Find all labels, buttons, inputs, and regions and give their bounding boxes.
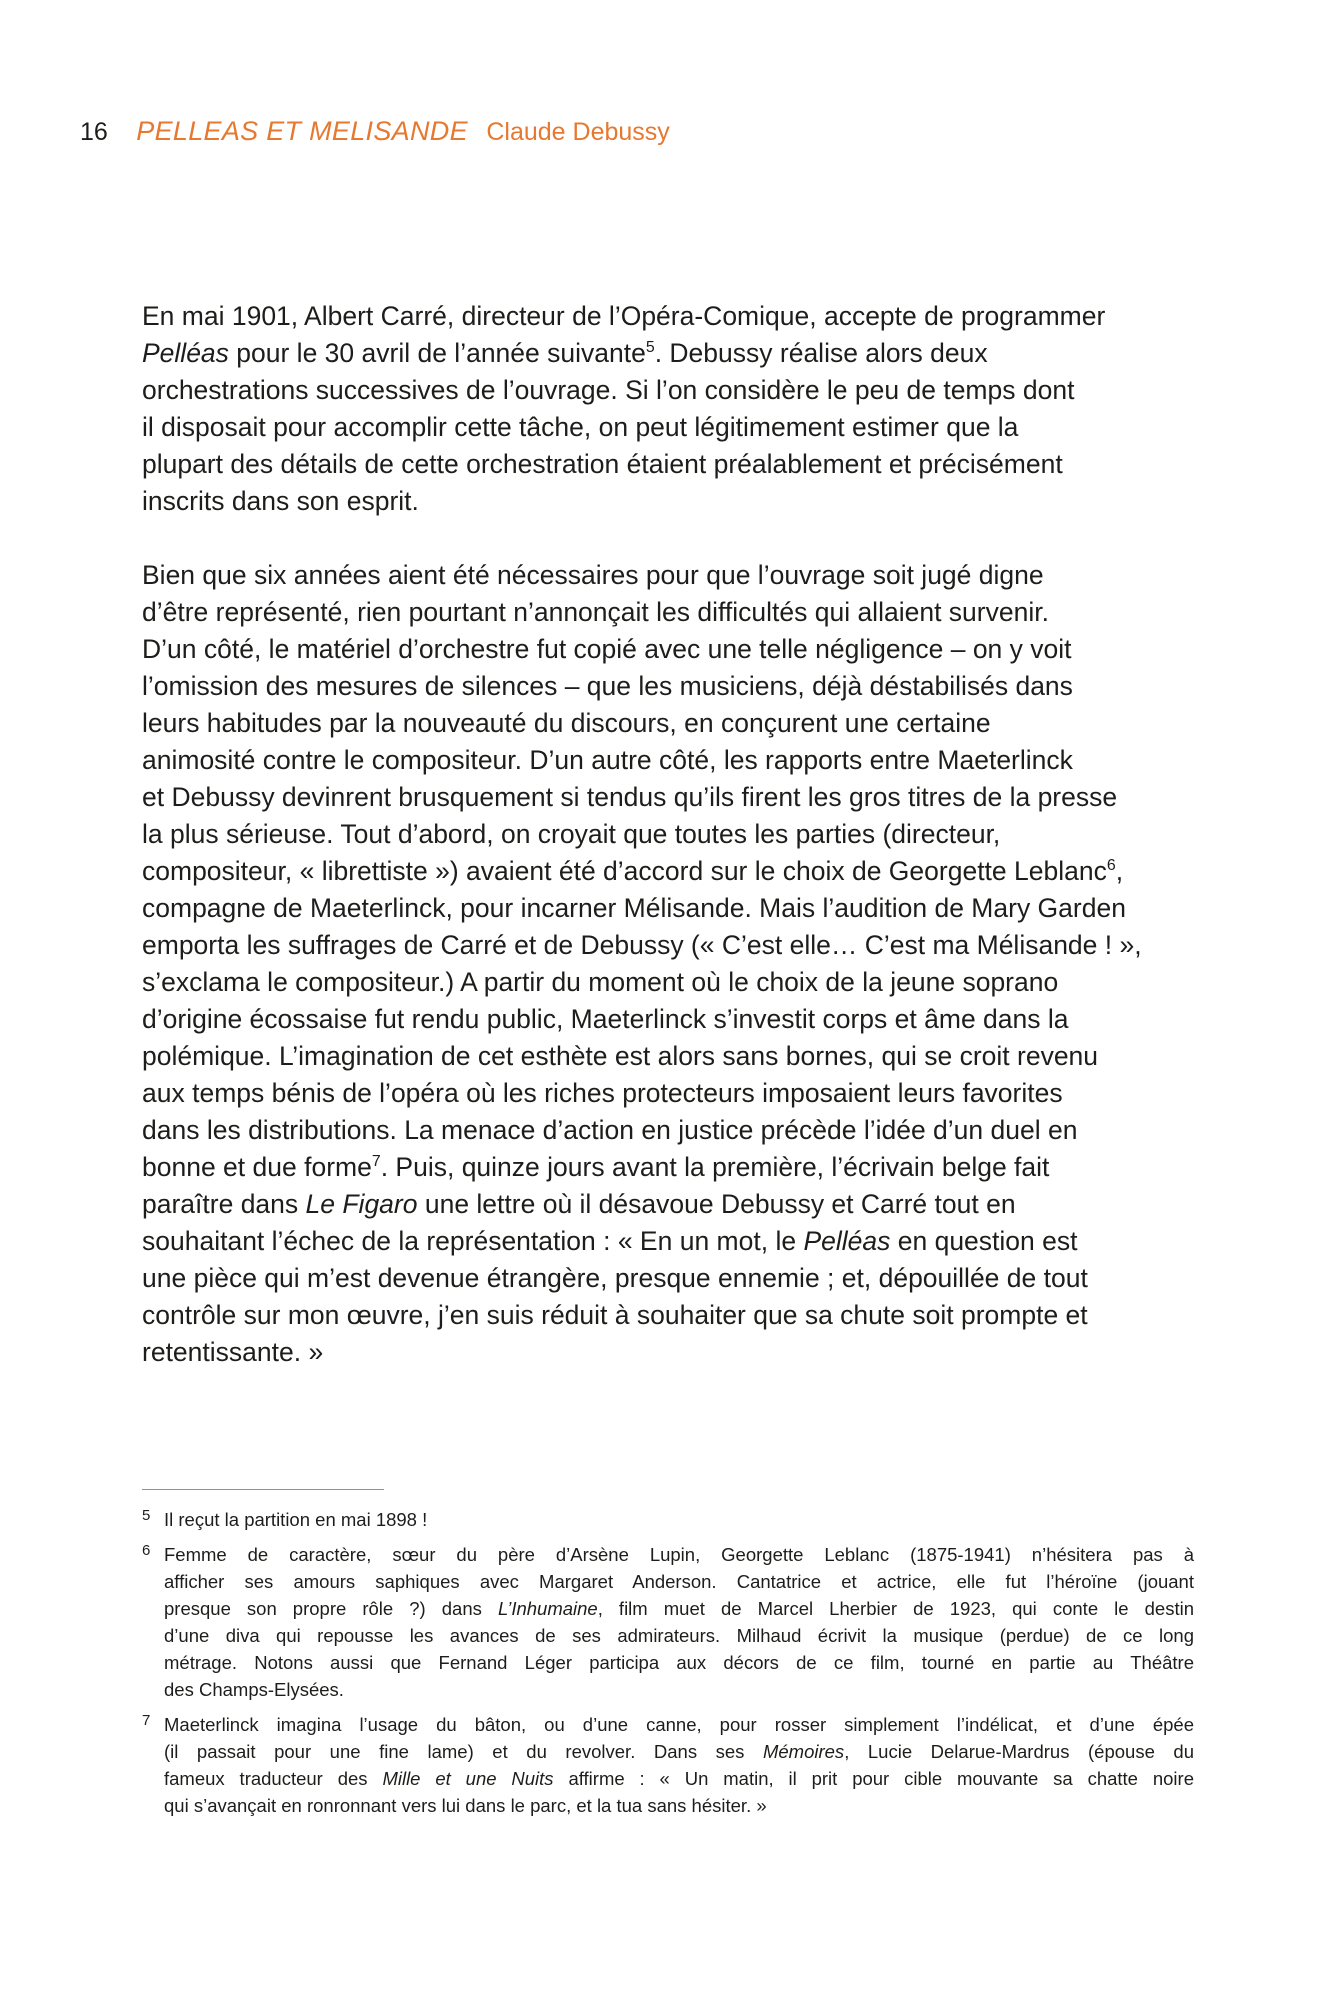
footnote-number: 7 xyxy=(142,1712,151,1729)
text-span: affirme : « Un matin, il prit pour cible mouvante sa chatte noire xyxy=(553,1768,1194,1789)
italic-title: Mille et une Nuits xyxy=(382,1768,554,1789)
footnote-ref-7[interactable]: 7 xyxy=(371,1153,381,1171)
footnote-ref-5[interactable]: 5 xyxy=(645,339,655,357)
footnote-text xyxy=(164,1711,1194,1819)
text-line: la plus sérieuse. Tout d’abord, on croyait que toutes les parties (directeur, xyxy=(142,819,1001,849)
text-span: bonne et due forme xyxy=(142,1152,372,1182)
text-line: leurs habitudes par la nouveauté du discours, en conçurent une certaine xyxy=(142,708,991,738)
page-number: 16 xyxy=(80,118,108,146)
text-span: en question est xyxy=(890,1226,1078,1256)
book-title: PELLEAS ET MELISANDE xyxy=(136,116,468,146)
text-line xyxy=(142,853,1192,890)
book-author: Claude Debussy xyxy=(486,118,670,146)
footnote-6 xyxy=(142,1541,1194,1703)
text-line: d’être représenté, rien pourtant n’annonçait les difficultés qui allaient survenir. xyxy=(142,597,1049,627)
text-line: compagne de Maeterlinck, pour incarner Mélisande. Mais l’audition de Mary Garden xyxy=(142,893,1126,923)
footnotes xyxy=(142,1506,1194,1827)
footnote-line xyxy=(164,1738,1194,1765)
footnote-line: d’une diva qui repousse les avances de ses admirateurs. Milhaud écrivit la musique (perdue) de ce long xyxy=(164,1625,1194,1646)
text-span: fameux traducteur des xyxy=(164,1768,383,1789)
text-span: , xyxy=(1115,856,1124,886)
text-line xyxy=(142,1186,1192,1223)
text-span: . Debussy réalise alors deux xyxy=(654,338,988,368)
text-line: aux temps bénis de l’opéra où les riches protecteurs imposaient leurs favorites xyxy=(142,1078,1063,1108)
text-line: contrôle sur mon œuvre, j’en suis réduit à souhaiter que sa chute soit prompte et xyxy=(142,1300,1088,1330)
text-span: compositeur, « librettiste ») avaient été d’accord sur le choix de Georgette Leblanc xyxy=(142,856,1107,886)
italic-title: Pelléas xyxy=(142,338,229,368)
footnote-line xyxy=(164,1765,1194,1792)
footnote-line: Femme de caractère, sœur du père d’Arsène Lupin, Georgette Leblanc (1875-1941) n’hésitera pas à xyxy=(164,1544,1194,1565)
paragraph-2 xyxy=(142,557,1192,1371)
footnote-number: 6 xyxy=(142,1542,151,1559)
text-line: et Debussy devinrent brusquement si tendus qu’ils firent les gros titres de la presse xyxy=(142,782,1118,812)
footnote-number: 5 xyxy=(142,1507,151,1524)
footnote-text xyxy=(164,1541,1194,1703)
footnote-line: afficher ses amours saphiques avec Margaret Anderson. Cantatrice et actrice, elle fut l’héroïne (jouant xyxy=(164,1571,1194,1592)
text-line: plupart des détails de cette orchestration étaient préalablement et précisément xyxy=(142,449,1063,479)
text-line: dans les distributions. La menace d’action en justice précède l’idée d’un duel en xyxy=(142,1115,1078,1145)
footnote-line xyxy=(164,1595,1194,1622)
text-span: , Lucie Delarue-Mardrus (épouse du xyxy=(844,1741,1194,1762)
text-line xyxy=(142,1223,1192,1260)
footnote-ref-6[interactable]: 6 xyxy=(1106,857,1116,875)
text-line: s’exclama le compositeur.) A partir du moment où le choix de la jeune soprano xyxy=(142,967,1059,997)
footnote-line: métrage. Notons aussi que Fernand Léger participa aux décors de ce film, tourné en partie au Théâtre xyxy=(164,1652,1194,1673)
text-line: En mai 1901, Albert Carré, directeur de l’Opéra-Comique, accepte de programmer xyxy=(142,301,1106,331)
text-line: l’omission des mesures de silences – que les musiciens, déjà déstabilisés dans xyxy=(142,671,1073,701)
running-header xyxy=(80,116,670,156)
text-line: D’un côté, le matériel d’orchestre fut copié avec une telle négligence – on y voit xyxy=(142,634,1072,664)
italic-title: Le Figaro xyxy=(305,1189,418,1219)
text-span: , film muet de Marcel Lherbier de 1923, qui conte le destin xyxy=(597,1598,1194,1619)
text-span: presque son propre rôle ?) dans xyxy=(164,1598,498,1619)
text-line: d’origine écossaise fut rendu public, Maeterlinck s’investit corps et âme dans la xyxy=(142,1004,1069,1034)
footnote-separator xyxy=(142,1489,384,1490)
text-span: . Puis, quinze jours avant la première, l’écrivain belge fait xyxy=(380,1152,1050,1182)
italic-title: Pelléas xyxy=(803,1226,891,1256)
footnote-7 xyxy=(142,1711,1194,1819)
text-line: retentissante. » xyxy=(142,1337,324,1367)
footnote-text xyxy=(164,1506,1194,1533)
main-text xyxy=(142,298,1192,1408)
text-line: il disposait pour accomplir cette tâche, on peut légitimement estimer que la xyxy=(142,412,1019,442)
text-line: animosité contre le compositeur. D’un autre côté, les rapports entre Maeterlinck xyxy=(142,745,1073,775)
text-span: pour le 30 avril de l’année suivante xyxy=(228,338,646,368)
italic-title: Mémoires xyxy=(762,1741,845,1762)
text-line xyxy=(142,1149,1192,1186)
text-line: emporta les suffrages de Carré et de Debussy (« C’est elle… C’est ma Mélisande ! », xyxy=(142,930,1142,960)
text-line: polémique. L’imagination de cet esthète est alors sans bornes, qui se croit revenu xyxy=(142,1041,1099,1071)
text-span: souhaitant l’échec de la représentation : « En un mot, le xyxy=(142,1226,804,1256)
text-span: paraître dans xyxy=(142,1189,306,1219)
text-line xyxy=(142,335,1192,372)
footnote-line: Il reçut la partition en mai 1898 ! xyxy=(164,1509,428,1530)
footnote-line: Maeterlinck imagina l’usage du bâton, ou d’une canne, pour rosser simplement l’indélicat, et d’une épée xyxy=(164,1714,1194,1735)
footnote-5 xyxy=(142,1506,1194,1533)
paragraph-1 xyxy=(142,298,1192,520)
text-span: (il passait pour une fine lame) et du revolver. Dans ses xyxy=(164,1741,763,1762)
text-span: une lettre où il désavoue Debussy et Carré tout en xyxy=(417,1189,1016,1219)
text-line: orchestrations successives de l’ouvrage. Si l’on considère le peu de temps dont xyxy=(142,375,1075,405)
text-line: une pièce qui m’est devenue étrangère, presque ennemie ; et, dépouillée de tout xyxy=(142,1263,1088,1293)
footnote-line: des Champs-Elysées. xyxy=(164,1679,344,1700)
italic-title: L’Inhumaine xyxy=(497,1598,598,1619)
text-line: Bien que six années aient été nécessaires pour que l’ouvrage soit jugé digne xyxy=(142,560,1044,590)
footnote-line: qui s’avançait en ronronnant vers lui dans le parc, et la tua sans hésiter. » xyxy=(164,1795,767,1816)
text-line: inscrits dans son esprit. xyxy=(142,486,419,516)
